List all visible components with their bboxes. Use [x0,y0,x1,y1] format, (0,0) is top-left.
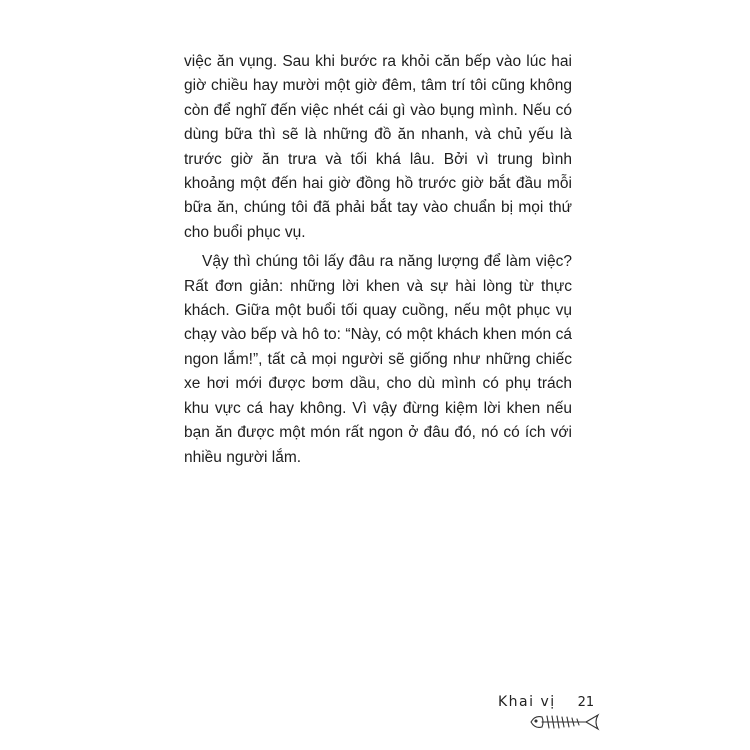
paragraph-1: việc ăn vụng. Sau khi bước ra khỏi căn bếp vào lúc hai giờ chiều hay mười một giờ đêm, tâm trí tôi cũng không còn để nghĩ đến việc nhét cái gì vào bụng mình. Nếu có dùng bữa thì sẽ là những đồ ăn nhanh, và chủ yếu là trước giờ ăn trưa và tối khá lâu. Bởi vì trung bình khoảng một đến hai giờ đồng hồ trước giờ bắt đầu mỗi bữa ăn, chúng tôi đã phải bắt tay vào chuẩn bị mọi thứ cho buổi phục vụ. [184,53,572,241]
page-footer [498,694,594,710]
page-number: 21 [577,695,595,710]
fish-skeleton-icon [528,712,602,732]
body-text [184,50,572,470]
paragraph-2: Vậy thì chúng tôi lấy đâu ra năng lượng để làm việc? Rất đơn giản: những lời khen và sự hài lòng từ thực khách. Giữa một buổi tối quay cuồng, nếu một phục vụ chạy vào bếp và hô to: “Này, có một khách khen món cá ngon lắm!”, tất cả mọi người sẽ giống như những chiếc xe hơi mới được bơm dầu, cho dù mình có phụ trách khu vực cá hay không. Vì vậy đừng kiệm lời khen nếu bạn ăn được một món rất ngon ở đâu đó, nó có ích với nhiều người lắm. [184,253,572,466]
chapter-title: Khai vị [498,694,556,710]
